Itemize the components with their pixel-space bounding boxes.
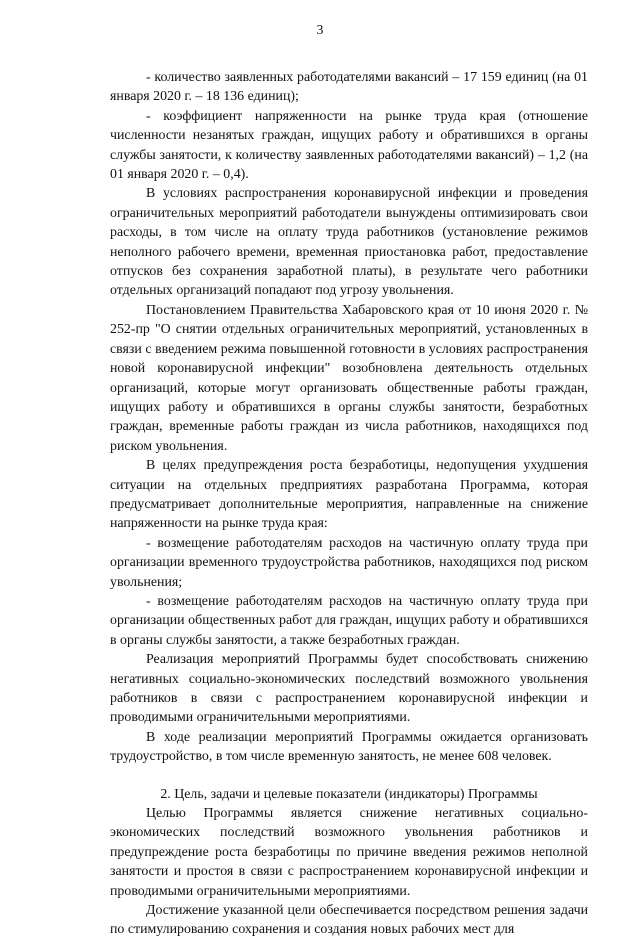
- page-number: 3: [316, 22, 324, 37]
- paragraph-program-purpose: В целях предупреждения роста безработицы, недопущения ухудшения ситуации на отдельных предприятиях разработана Программа, которая предусматривает дополнительные мероприятия, направленные на снижение напряженности на рынке труда края:: [110, 458, 588, 532]
- paragraph-program-goal: Целью Программы является снижение негативных социально-экономических последствий возможного увольнения работников и предупреждение роста безработицы по причине введения режимов неполной занятости и простоя в связи с распространением коронавирусной инфекции и проводимыми ограничительными мероприятиями.: [110, 806, 588, 899]
- bullet-temporary-employment: - возмещение работодателям расходов на частичную оплату труда при организации временного трудоустройства работников, находящихся под риском увольнения;: [110, 535, 588, 590]
- section-heading: 2. Цель, задачи и целевые показатели (индикаторы) Программы: [160, 786, 538, 802]
- paragraph-restrictions: В условиях распространения коронавирусной инфекции и проведения ограничительных мероприятий работодатели вынуждены оптимизировать свои расходы, в том числе на оплату труда работников (установление режимов неполного рабочего времени, временная приостановка работ, предоставление отпусков без сохранения заработной платы), в результате чего работники отдельных организаций попадают под угрозу увольнения.: [110, 186, 588, 299]
- paragraph-expected-result: В ходе реализации мероприятий Программы ожидается организовать трудоустройство, в том числе временную занятость, не менее 608 человек.: [110, 729, 588, 765]
- document-body: [110, 68, 588, 940]
- bullet-public-works: - возмещение работодателям расходов на частичную оплату труда при организации общественных работ для граждан, ищущих работу и обратившихся в органы службы занятости, а также безработных граждан.: [110, 593, 588, 648]
- bullet-tension-coefficient: - коэффициент напряженности на рынке труда края (отношение численности незанятых граждан, ищущих работу и обратившихся в органы службы занятости, к количеству заявленных работодателями вакансий) – 1,2 (на 01 января 2020 г. – 0,4).: [110, 108, 588, 183]
- paragraph-goal-achievement: Достижение указанной цели обеспечивается посредством решения задачи по стимулированию сохранения и создания новых рабочих мест для: [110, 903, 588, 938]
- paragraph-program-effect: Реализация мероприятий Программы будет способствовать снижению негативных социально-экономических последствий возможного увольнения работников в связи с распространением коронавирусной инфекции и проводимыми ограничительными мероприятиями.: [110, 652, 588, 726]
- bullet-vacancies: - количество заявленных работодателями вакансий – 17 159 единиц (на 01 января 2020 г. – 18 136 единиц);: [110, 70, 588, 105]
- paragraph-government-decree: Постановлением Правительства Хабаровского края от 10 июня 2020 г. № 252-пр "О снятии отдельных ограничительных мероприятий, установленных в связи с введением режима повышенной готовности в условиях распространения новой коронавирусной инфекции" возобновлена деятельность отдельных организаций, которые могут организовать общественные работы граждан, ищущих работу и обратившихся в органы службы занятости, безработных граждан, временные работы граждан из числа работников, находящихся под риском увольнения.: [110, 302, 588, 454]
